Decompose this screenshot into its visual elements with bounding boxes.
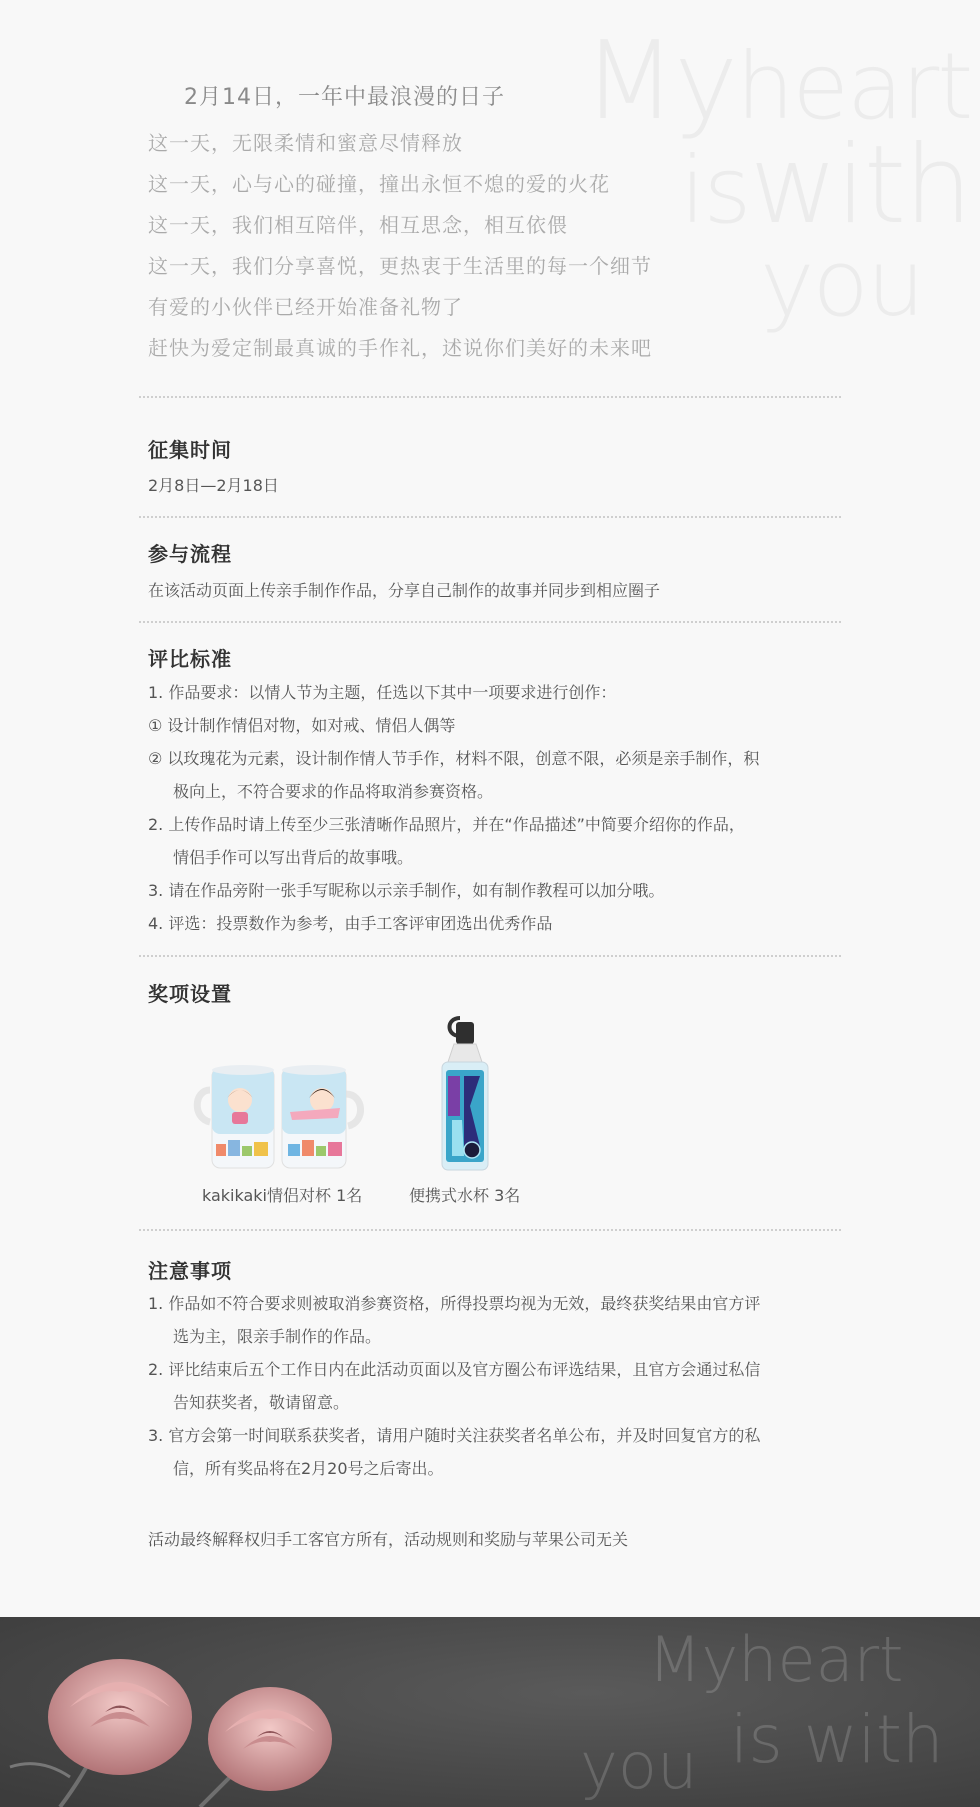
water-bottle-image: [430, 1016, 500, 1174]
intro-line: 有爱的小伙伴已经开始准备礼物了: [148, 295, 463, 319]
section-title-collect: 征集时间: [148, 438, 232, 462]
intro-title: 2月14日，一年中最浪漫的日子: [184, 85, 505, 110]
rose-illustration: [30, 1647, 210, 1787]
collect-time-text: 2月8日—2月18日: [148, 476, 279, 495]
footer-decor-you: you: [580, 1730, 698, 1804]
divider: [139, 516, 841, 518]
intro-line: 这一天，我们相互陪伴，相互思念，相互依偎: [148, 213, 568, 237]
divider: [139, 955, 841, 957]
criteria-list: [148, 676, 759, 940]
rose-illustration: [195, 1677, 345, 1797]
intro-line: 这一天，心与心的碰撞，撞出永恒不熄的爱的火花: [148, 172, 610, 196]
criteria-item-cont: 情侣手作可以写出背后的故事哦。: [173, 848, 414, 867]
couple-mugs-image: [190, 1060, 372, 1170]
decor-word-myheart: Myheart: [583, 19, 972, 144]
footer-banner: [0, 1617, 980, 1807]
divider: [139, 1229, 841, 1231]
footer-decor-iswith: is with: [730, 1701, 944, 1778]
criteria-item: 1. 作品要求：以情人节为主题，任选以下其中一项要求进行创作：: [148, 683, 617, 702]
notes-item: 3. 官方会第一时间联系获奖者，请用户随时关注获奖者名单公布，并及时回复官方的私: [148, 1426, 761, 1445]
divider: [139, 621, 841, 623]
criteria-item-cont: 极向上，不符合要求的作品将取消参赛资格。: [173, 782, 494, 801]
intro-line: 这一天，无限柔情和蜜意尽情释放: [148, 131, 463, 155]
decor-word-iswith: iswith: [680, 123, 971, 248]
prize-label-bottle: 便携式水杯 3名: [409, 1186, 521, 1205]
intro-line: 这一天，我们分享喜悦，更热衷于生活里的每一个细节: [148, 254, 652, 278]
notes-item: 2. 评比结束后五个工作日内在此活动页面以及官方圈公布评选结果，且官方会通过私信: [148, 1360, 761, 1379]
footer-decor-myheart: Myheart: [648, 1623, 904, 1696]
intro-line: 赶快为爱定制最真诚的手作礼，述说你们美好的未来吧: [148, 336, 652, 360]
divider: [139, 396, 841, 398]
decor-word-you: you: [760, 230, 924, 337]
disclaimer-text: 活动最终解释权归手工客官方所有，活动规则和奖励与苹果公司无关: [148, 1530, 629, 1549]
notes-item-cont: 选为主，限亲手制作的作品。: [173, 1327, 382, 1346]
notes-item: 1. 作品如不符合要求则被取消参赛资格，所得投票均视为无效，最终获奖结果由官方评: [148, 1294, 761, 1313]
criteria-item: 3. 请在作品旁附一张手写昵称以示亲手制作，如有制作教程可以加分哦。: [148, 881, 665, 900]
prize-label-mugs: kakikaki情侣对杯 1名: [202, 1186, 363, 1205]
section-title-notes: 注意事项: [148, 1259, 232, 1283]
criteria-item: ① 设计制作情侣对物，如对戒、情侣人偶等: [148, 716, 456, 735]
criteria-item: ② 以玫瑰花为元素，设计制作情人节手作，材料不限，创意不限，必须是亲手制作，积: [148, 749, 760, 768]
notes-item-cont: 信，所有奖品将在2月20号之后寄出。: [173, 1459, 444, 1478]
section-title-criteria: 评比标准: [148, 647, 232, 671]
process-text: 在该活动页面上传亲手制作作品，分享自己制作的故事并同步到相应圈子: [148, 581, 661, 600]
section-title-process: 参与流程: [148, 542, 232, 566]
section-title-prizes: 奖项设置: [148, 982, 232, 1006]
intro-lines: [148, 128, 652, 374]
notes-list: [148, 1287, 760, 1485]
notes-item-cont: 告知获奖者，敬请留意。: [173, 1393, 350, 1412]
criteria-item: 4. 评选：投票数作为参考，由手工客评审团选出优秀作品: [148, 914, 553, 933]
criteria-item: 2. 上传作品时请上传至少三张清晰作品照片，并在“作品描述”中简要介绍你的作品，: [148, 815, 745, 834]
